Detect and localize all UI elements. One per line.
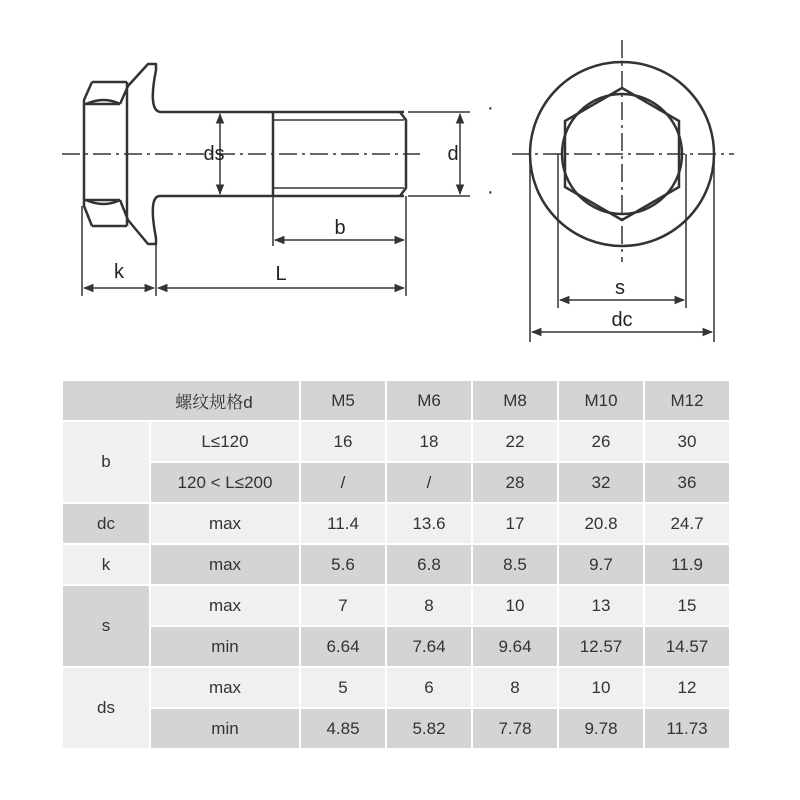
- d-label: d: [447, 143, 459, 165]
- value-cell: 8: [387, 586, 473, 627]
- s-label: s: [615, 277, 625, 299]
- header-size-m10: M10: [559, 381, 645, 422]
- dc-label: dc: [611, 309, 633, 331]
- value-cell: 13.6: [387, 504, 473, 545]
- value-cell: 15: [645, 586, 731, 627]
- value-cell: 5.82: [387, 709, 473, 750]
- value-cell: 7: [301, 586, 387, 627]
- value-cell: 6.8: [387, 545, 473, 586]
- condition-cell: max: [151, 586, 301, 627]
- value-cell: 4.85: [301, 709, 387, 750]
- value-cell: 13: [559, 586, 645, 627]
- header-thread-spec: 螺纹规格d: [63, 381, 301, 422]
- k-L-dimensions: [82, 206, 406, 296]
- value-cell: 20.8: [559, 504, 645, 545]
- value-cell: 7.64: [387, 627, 473, 668]
- condition-cell: min: [151, 627, 301, 668]
- group-label-s: s: [63, 586, 151, 668]
- value-cell: 10: [473, 586, 559, 627]
- condition-cell: max: [151, 668, 301, 709]
- value-cell: /: [301, 463, 387, 504]
- table-row: [63, 504, 731, 545]
- value-cell: 11.73: [645, 709, 731, 750]
- condition-cell: max: [151, 545, 301, 586]
- value-cell: 6.64: [301, 627, 387, 668]
- value-cell: 8.5: [473, 545, 559, 586]
- condition-cell: L≤120: [151, 422, 301, 463]
- table-row: [63, 627, 731, 668]
- value-cell: 11.9: [645, 545, 731, 586]
- value-cell: 7.78: [473, 709, 559, 750]
- value-cell: 9.64: [473, 627, 559, 668]
- k-label: k: [114, 261, 124, 283]
- table-row: [63, 422, 731, 463]
- condition-cell: min: [151, 709, 301, 750]
- value-cell: 16: [301, 422, 387, 463]
- header-size-m5: M5: [301, 381, 387, 422]
- group-label-b: b: [63, 422, 151, 504]
- value-cell: 11.4: [301, 504, 387, 545]
- value-cell: 26: [559, 422, 645, 463]
- table-row: [63, 545, 731, 586]
- condition-cell: max: [151, 504, 301, 545]
- d-tick-bottom: ·: [487, 181, 494, 203]
- value-cell: 10: [559, 668, 645, 709]
- table-row: [63, 709, 731, 750]
- ds-label: ds: [203, 143, 225, 165]
- header-size-m6: M6: [387, 381, 473, 422]
- value-cell: 8: [473, 668, 559, 709]
- value-cell: 36: [645, 463, 731, 504]
- value-cell: 18: [387, 422, 473, 463]
- value-cell: 30: [645, 422, 731, 463]
- group-label-k: k: [63, 545, 151, 586]
- value-cell: 14.57: [645, 627, 731, 668]
- value-cell: 28: [473, 463, 559, 504]
- d-tick-top: ·: [487, 97, 494, 119]
- b-label: b: [334, 217, 346, 239]
- header-size-m8: M8: [473, 381, 559, 422]
- L-label: L: [275, 263, 287, 285]
- group-label-ds: ds: [63, 668, 151, 750]
- bolt-technical-drawing: [0, 0, 800, 370]
- group-label-dc: dc: [63, 504, 151, 545]
- value-cell: 17: [473, 504, 559, 545]
- header-size-m12: M12: [645, 381, 731, 422]
- value-cell: 5: [301, 668, 387, 709]
- value-cell: 5.6: [301, 545, 387, 586]
- value-cell: 24.7: [645, 504, 731, 545]
- value-cell: 9.7: [559, 545, 645, 586]
- value-cell: 6: [387, 668, 473, 709]
- table-row: [63, 463, 731, 504]
- value-cell: 32: [559, 463, 645, 504]
- spec-table: [63, 381, 731, 750]
- value-cell: 12: [645, 668, 731, 709]
- value-cell: 12.57: [559, 627, 645, 668]
- end-view: [512, 40, 734, 262]
- condition-cell: 120 < L≤200: [151, 463, 301, 504]
- table-row: [63, 586, 731, 627]
- table-row: [63, 668, 731, 709]
- value-cell: /: [387, 463, 473, 504]
- value-cell: 22: [473, 422, 559, 463]
- table-header-row: [63, 381, 731, 422]
- value-cell: 9.78: [559, 709, 645, 750]
